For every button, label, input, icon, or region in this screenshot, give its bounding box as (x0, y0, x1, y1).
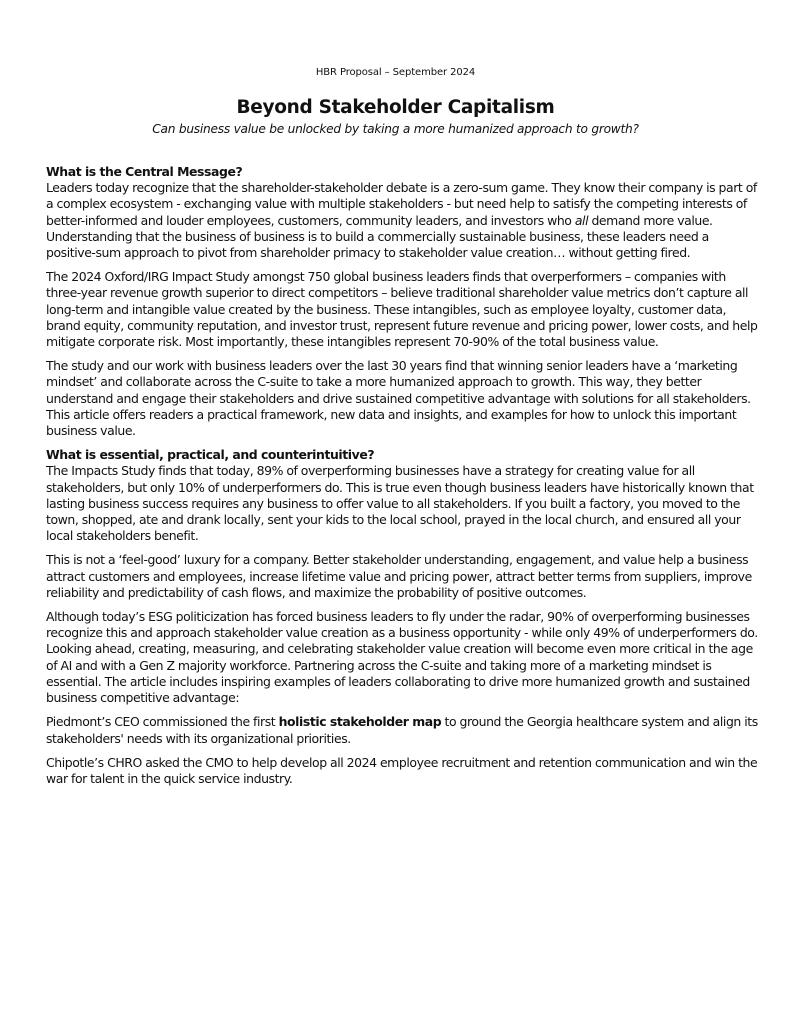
header-note: HBR Proposal – September 2024 (315, 67, 476, 78)
paragraph: The Impacts Study finds that today, 89% of overperforming businesses have a strategy for creating value for all stakeholders, but only 10% of underperformers do. This is true even though business leaders have historically known that lasting business success requires any business to offer value to all stakeholders. If you built a factory, you moved to the town, shopped, ate and drank locally, sent your kids to the local school, prayed in the local church, and ensured all your local stakeholders benefit. (46, 463, 754, 544)
document-body (46, 164, 758, 795)
paragraph: Although today’s ESG politicization has forced business leaders to fly under the radar, 90% of overperforming businesses recognize this and approach stakeholder value creation as a business opportunity - while only 49% of underperformers do. (46, 609, 758, 641)
paragraph (46, 180, 758, 261)
paragraph-text: Piedmont’s CEO commissioned the first (46, 714, 279, 730)
paragraph-text: demand more value. Understanding that the business of business is to build a commercially sustainable business, these leaders need a positive-sum approach to pivot from shareholder primacy to stakeholder value creation… without getting fired. (46, 212, 713, 261)
bold-text: holistic stakeholder map (278, 714, 442, 730)
paragraph: Looking ahead, creating, measuring, and celebrating stakeholder value creation will become even more critical in the age of AI and with a Gen Z majority workforce. Partnering across the C-suite and taking more of a marketing mindset is essential. The article includes inspiring examples of leaders collaborating to drive more humanized growth and sustained business competitive advantage: (46, 641, 753, 706)
paragraph: The 2024 Oxford/IRG Impact Study amongst 750 global business leaders finds that overperformers – companies with three-year revenue growth superior to direct competitors – believe traditional shareholder value metrics don’t capture all long-term and intangible value created by the business. These intangibles, such as employee loyalty, customer data, brand equity, community reputation, and investor trust, represent future revenue and pricing power, lower costs, and help mitigate corporate risk. Most importantly, these intangibles represent 70-90% of the total business value. (46, 269, 758, 350)
paragraph-text: Leaders today recognize that the shareholder-stakeholder debate is a zero-sum game. They know their company is part of a complex ecosystem - exchanging value with multiple stakeholders - but need help to satisfy the competing interests of better-informed and louder employees, customers, community leaders, and investors who (46, 180, 757, 228)
emphasis-text: all (574, 212, 589, 228)
document-subtitle: Can business value be unlocked by taking a more humanized approach to growth? (152, 122, 639, 136)
paragraph: Chipotle’s CHRO asked the CMO to help develop all 2024 employee recruitment and retention communication and win the war for talent in the quick service industry. (46, 754, 758, 786)
paragraph (46, 714, 758, 746)
paragraph: The study and our work with business leaders over the last 30 years find that winning senior leaders have a ‘marketing mindset’ and collaborate across the C-suite to take a more humanized approach to growth. This way, they better understand and engage their stakeholders and drive sustained competitive advantage with solutions for all stakeholders. This article offers readers a practical framework, new data and insights, and examples for how to unlock this important business value. (46, 358, 751, 439)
document-title: Beyond Stakeholder Capitalism (236, 97, 555, 118)
paragraph-text: to ground the Georgia healthcare system and align its stakeholders' needs with its organizational priorities. (46, 714, 758, 746)
section-heading-essential: What is essential, practical, and counterintuitive? (46, 447, 375, 463)
section-heading-central-message: What is the Central Message? (46, 164, 243, 179)
paragraph: This is not a ‘feel-good’ luxury for a company. Better stakeholder understanding, engagement, and value help a business attract customers and employees, increase lifetime value and pricing power, attract better terms from suppliers, improve reliability and predictability of cash flows, and maximize the probability of positive outcomes. (46, 552, 752, 600)
